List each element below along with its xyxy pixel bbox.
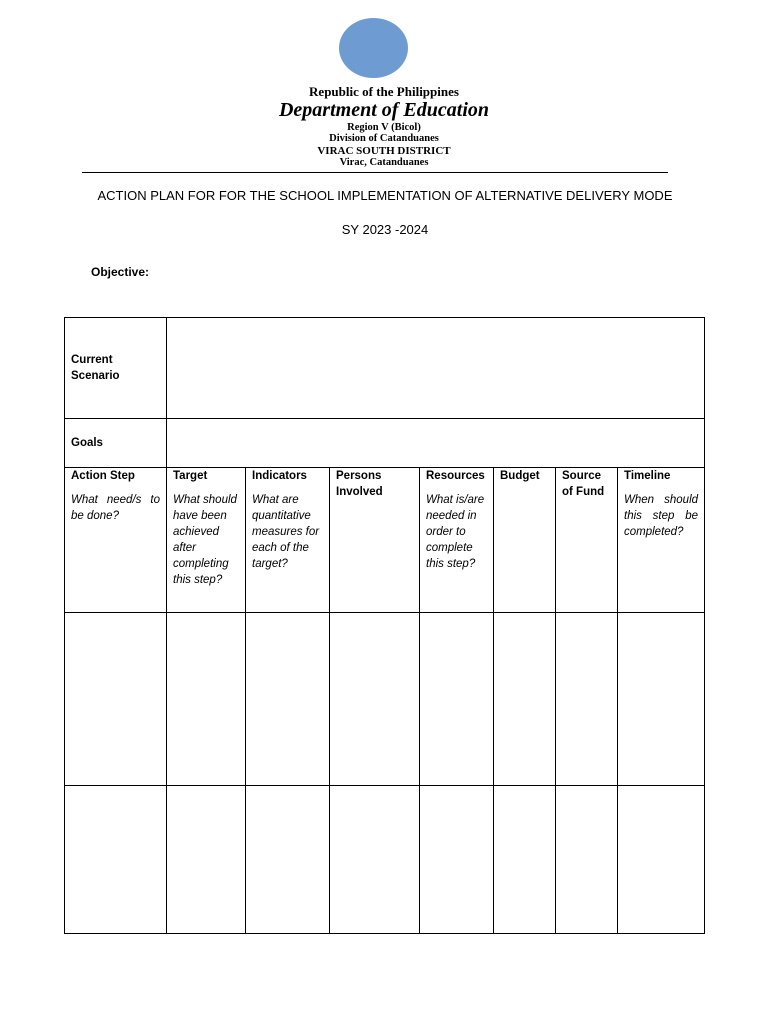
- header-department: Department of Education: [278, 99, 489, 121]
- column-title: Target: [173, 470, 208, 482]
- table-cell[interactable]: [330, 613, 420, 786]
- column-header-persons-involved: [330, 468, 420, 613]
- table-cell[interactable]: [494, 613, 556, 786]
- table-cell[interactable]: [494, 786, 556, 934]
- table-cell[interactable]: [618, 786, 705, 934]
- goals-label: Goals: [71, 437, 103, 449]
- table-cell[interactable]: [556, 613, 618, 786]
- column-title: Action Step: [71, 470, 135, 482]
- table-row: [65, 613, 705, 786]
- column-title: Indicators: [252, 470, 307, 482]
- column-header-resources: [420, 468, 494, 613]
- column-title: Persons Involved: [336, 470, 383, 498]
- table-cell[interactable]: [65, 613, 167, 786]
- current-scenario-input-cell[interactable]: [167, 318, 705, 419]
- column-header-target: [167, 468, 246, 613]
- header-divider: [82, 172, 668, 173]
- table-cell[interactable]: [420, 613, 494, 786]
- column-header-budget: [494, 468, 556, 613]
- table-row: [65, 786, 705, 934]
- current-scenario-label: Current Scenario: [71, 354, 120, 382]
- current-scenario-label-cell: [65, 318, 167, 419]
- column-title: Resources: [426, 470, 485, 482]
- table-cell[interactable]: [420, 786, 494, 934]
- action-plan-table: [64, 317, 705, 934]
- school-year: SY 2023 -2024: [341, 222, 429, 237]
- column-header-action-step: [65, 468, 167, 613]
- column-header-timeline: [618, 468, 705, 613]
- document-title: ACTION PLAN FOR FOR THE SCHOOL IMPLEMENTATION OF ALTERNATIVE DELIVERY MODE: [97, 188, 673, 203]
- column-header-row: [65, 468, 705, 613]
- header-republic: Republic of the Philippines: [309, 84, 459, 99]
- objective-label: Objective:: [91, 265, 150, 279]
- column-title: Timeline: [624, 470, 671, 482]
- table-cell[interactable]: [556, 786, 618, 934]
- table-cell[interactable]: [330, 786, 420, 934]
- header-district: VIRAC SOUTH DISTRICT: [317, 145, 451, 157]
- column-hint: What are quantitative measures for each of the target?: [252, 494, 320, 570]
- goals-input-cell[interactable]: [167, 419, 705, 468]
- column-title: Budget: [500, 470, 540, 482]
- column-header-indicators: [246, 468, 330, 613]
- current-scenario-row: [65, 318, 705, 419]
- column-hint: What is/are needed in order to complete this step?: [426, 494, 485, 570]
- deped-seal-logo: [339, 18, 408, 78]
- column-hint: What should have been achieved after completing this step?: [173, 494, 237, 586]
- table-cell[interactable]: [65, 786, 167, 934]
- table-cell[interactable]: [246, 613, 330, 786]
- table-cell[interactable]: [167, 613, 246, 786]
- table-cell[interactable]: [246, 786, 330, 934]
- header-region: Region V (Bicol): [347, 122, 421, 133]
- column-header-source-of-fund: [556, 468, 618, 613]
- table-cell[interactable]: [618, 613, 705, 786]
- table-cell[interactable]: [167, 786, 246, 934]
- column-title: Source of Fund: [562, 470, 605, 498]
- column-hint: What need/s to be done?: [71, 494, 160, 522]
- goals-row: [65, 419, 705, 468]
- header-place: Virac, Catanduanes: [339, 157, 429, 168]
- header-division: Division of Catanduanes: [329, 133, 439, 144]
- goals-label-cell: [65, 419, 167, 468]
- column-hint: When should this step be completed?: [624, 494, 699, 538]
